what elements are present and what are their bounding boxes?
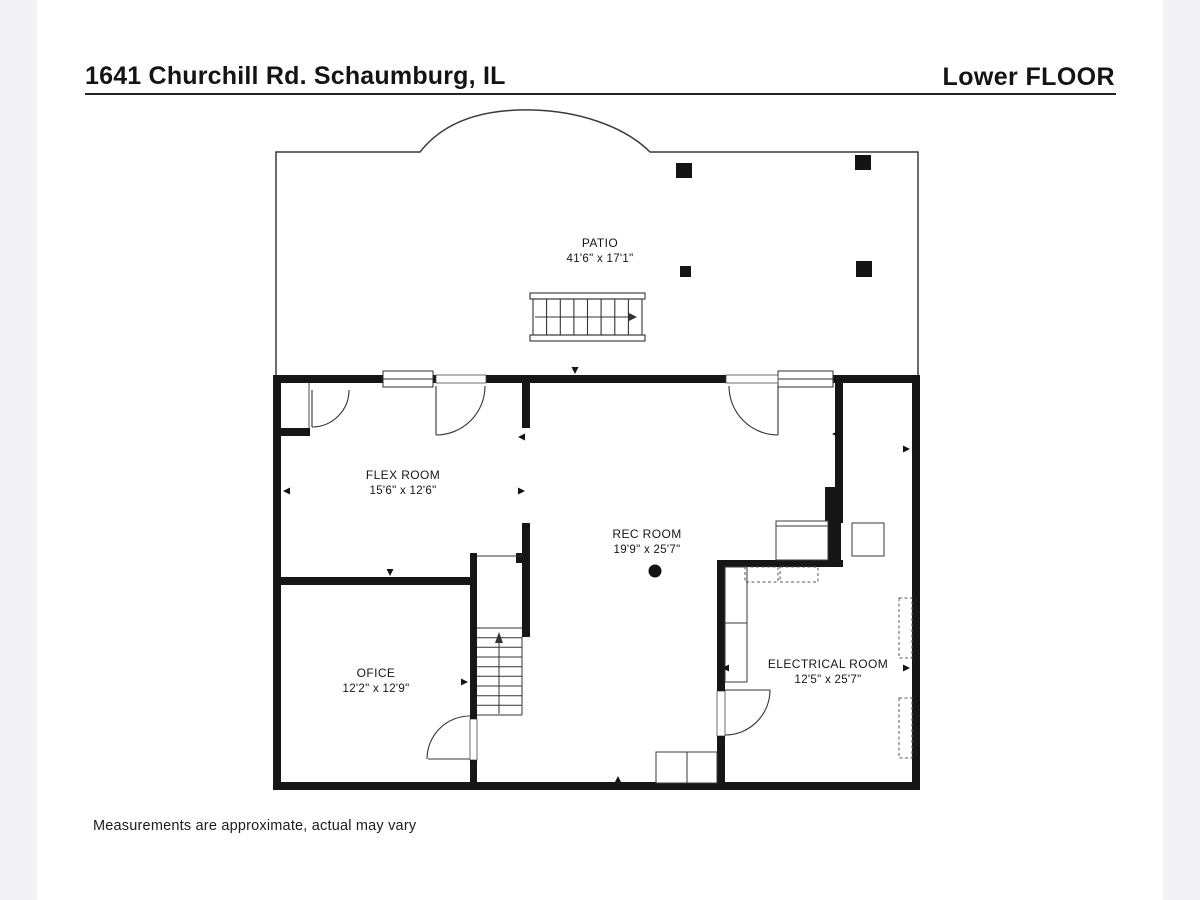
flex-room-name: FLEX ROOM — [365, 468, 441, 482]
dimension-ticks — [283, 367, 910, 783]
office-label — [286, 666, 466, 697]
bottom-cabinet — [656, 752, 717, 783]
closet-stub-wall — [281, 428, 310, 436]
patio-stairs — [530, 293, 645, 341]
rec-room-counter — [776, 521, 828, 560]
measurements-disclaimer: Measurements are approximate, actual may vary — [93, 818, 417, 834]
stairs-direction-arrow — [628, 313, 637, 322]
patio-name: PATIO — [581, 236, 619, 250]
electrical-room-name: ELECTRICAL ROOM — [767, 657, 889, 671]
office-door — [427, 716, 470, 759]
support-column — [649, 565, 662, 578]
electrical-top-wall — [717, 560, 843, 567]
patio-posts — [676, 155, 872, 277]
rec-patio-door — [729, 386, 778, 435]
patio-label — [510, 236, 690, 267]
closet-door — [312, 390, 349, 427]
rec-room-name: REC ROOM — [612, 527, 682, 541]
flex-room-window — [383, 371, 433, 387]
floor-label: Lower FLOOR — [942, 63, 1115, 91]
office-name: OFICE — [356, 666, 396, 680]
patio-dims: 41'6" x 17'1" — [566, 252, 634, 265]
flex-patio-door — [436, 386, 485, 435]
rec-room-window — [778, 371, 833, 387]
flex-room-dims: 15'6" x 12'6" — [369, 484, 437, 497]
interior-stairs — [477, 556, 522, 715]
electrical-door — [725, 690, 770, 735]
electrical-room-label — [733, 657, 923, 688]
office-dims: 12'2" x 12'9" — [342, 682, 410, 695]
doors — [312, 386, 778, 759]
page-title-address: 1641 Churchill Rd. Schaumburg, IL — [85, 62, 506, 90]
rec-room-label — [557, 527, 737, 558]
rec-room-dims: 19'9" x 25'7" — [613, 543, 681, 556]
flex-office-wall — [281, 577, 477, 585]
electrical-left-wall — [717, 560, 725, 691]
electrical-room-dims: 12'5" x 25'7" — [794, 673, 862, 686]
flex-room-label — [313, 468, 493, 499]
stair-wall — [470, 553, 477, 719]
chimney-flue-box — [852, 523, 884, 556]
